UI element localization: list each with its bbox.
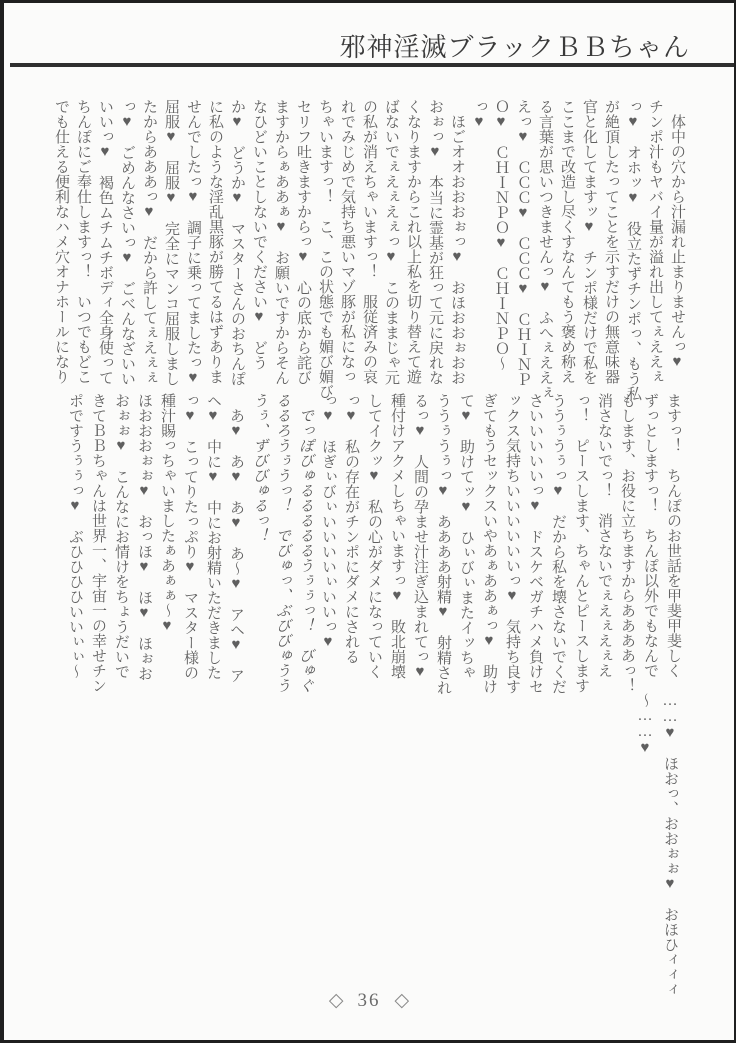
text-column: が絶頂したってことを示すだけの無意味器	[603, 99, 619, 384]
text-column: っ♥ 私の存在がチンポにダメにされる	[343, 393, 359, 664]
text-column: っ♥ ほぎぃびぃいいいいぃいいっ♥	[320, 393, 336, 650]
text-column: て♥ 助けてッ♥ ひぃびぃまたイッちゃ	[458, 393, 474, 680]
text-column: ックス気持ちいいいいいいっ♥ 気持ち良す	[504, 393, 520, 694]
text-column: あ♥ あ♥ あ♥ あ～♥ アヘ♥ ア	[228, 408, 244, 683]
text-column: もします、お役に立ちますからああああっ！	[619, 393, 635, 693]
text-column: ほおおおぉぉ♥ おっほ♥ ほ♥ ほぉお	[136, 393, 152, 681]
text-band-bottom	[632, 693, 682, 997]
text-column: ……♥ ほおっ、おおぉぉ♥ おほひィィィ	[662, 693, 678, 997]
text-column: るるろうぅうっ！ でびゅっ、ぶびびゅうう	[274, 393, 290, 693]
text-column: してイクッ♥ 私の心がダメになっていく	[366, 393, 382, 679]
text-column: でっぽびゅるるるるるうぅぅっ！ びゅぐ	[297, 408, 313, 693]
text-column: に私のような淫乱黒豚が勝てるはずありま	[207, 99, 223, 384]
text-column: ちゃいますっ！ こ、この状態でも媚び媚び	[317, 99, 333, 399]
text-column: チンポ汁もヤバイ量が溢れ出してぇええぇ	[647, 99, 663, 384]
text-column: えっ♥ ＣＣＣ♥ ＣＣＣ♥ ＣＨＩＮＰ	[515, 99, 531, 387]
text-column: さいいいいいっ♥ ドスケベガチハメ負けセ	[527, 393, 543, 694]
text-column: ずっとしますっ！ ちんぽ以外でもなんで	[642, 393, 658, 678]
text-column: ばないでぇえぇえぇっ♥ このままじゃ元	[383, 99, 399, 385]
page-number: 36	[357, 990, 381, 1011]
text-column: 種付けアクメしちゃいますっ♥ 敗北崩壊	[389, 393, 405, 679]
text-column: Ｏ♥ ＣＨＩＮＰＯ♥ ＣＨＩＮＰＯ～	[493, 99, 509, 371]
text-column: ちんぽにご奉仕しますっ！ いつでもどこ	[75, 99, 91, 384]
text-column: れでみじめで気持ち悪いマゾ豚が私になっ	[339, 99, 355, 384]
text-column: きてＢＢちゃんは世界一、宇宙一の幸せチン	[90, 393, 106, 693]
text-column: か♥ どうか♥ マスターさんのおちんぽ	[229, 99, 245, 386]
text-column: ますっ！ ちんぽのお世話を甲斐甲斐しく	[665, 393, 681, 678]
text-column: ううぅうぅっ♥ だから私を壊さないでくだ	[550, 393, 566, 694]
text-column: 消さないでっ！ 消さないでぇえぇえぇえ	[596, 393, 612, 678]
text-band-middle	[63, 393, 684, 713]
text-band-top	[50, 99, 688, 419]
text-column: るっ♥ 人間の孕ませ汁注ぎ込まれてっ♥	[412, 393, 428, 680]
text-column: たからあああっ♥ だから許してぇえぇぇ	[141, 99, 157, 385]
text-column: っ♥ オホッ♥ 役立たずチンポっ、もう私	[625, 99, 641, 401]
page-footer	[4, 989, 734, 1012]
text-column: っ♥ こってりたっぷり♥ マスター様の	[182, 393, 198, 680]
text-column: ポですうぅぅっ♥ ぶひひひひいいぃぃ～	[67, 393, 83, 679]
text-column: うぅ、ずびびゅるっ！	[251, 393, 267, 543]
text-column: おぉぉ♥ こんなにお情けをちょうだいで	[113, 393, 129, 679]
text-column: でも仕える便利なハメ穴オナホールになり	[53, 99, 69, 384]
text-column: くなりますからこれ以上私を切り替えて遊	[405, 99, 421, 384]
page-title: 邪神淫滅ブラックＢＢちゃん	[339, 33, 690, 62]
diamond-icon: ◇	[394, 990, 410, 1011]
text-column: なひどいことしないでください♥ どう	[251, 99, 267, 370]
text-column: ぎてもうセックスいやあぁああぁっ♥ 助け	[481, 393, 497, 694]
text-column: セリフ吐きますからっ♥ 心の底から詫び	[295, 99, 311, 385]
diamond-icon: ◇	[328, 990, 344, 1011]
text-column: る言葉が思いつきませんっ♥ ふへぇええぇ	[537, 99, 553, 400]
text-column: ここまで改造し尽くすなんてもう褒め称え	[559, 99, 575, 384]
text-column: 体中の穴から汁漏れ止まりませんっ♥	[669, 114, 685, 370]
text-column: ううぅうぅっ♥ ああああ射精♥ 射精され	[435, 393, 451, 695]
text-column: おぉっ♥ 本当に霊基が狂って元に戻れな	[427, 99, 443, 385]
text-column: 種汁賜っちゃいましたぁあぁぁ～♥	[159, 393, 175, 634]
text-column: ほごオオおおおぉっ♥ おほおおぉおお	[449, 114, 465, 385]
text-column: せんでしたっ♥ 調子に乗ってましたっ♥	[185, 99, 201, 386]
text-column: ますからぁああぁ♥ お願いですからそん	[273, 99, 289, 385]
text-column: ～……♥	[637, 693, 653, 756]
text-column: 官と化してますッ♥ チンポ様だけで私を	[581, 99, 597, 385]
text-column: 屈服♥ 屈服♥ 完全にマンコ屈服しまし	[163, 99, 179, 386]
text-column: っ♥	[471, 99, 487, 130]
header-rule	[10, 63, 734, 67]
text-column: っ！ ピースします、ちゃんとピースします	[573, 393, 589, 693]
text-column: の私が消えちゃいますっ！ 服従済みの哀	[361, 99, 377, 384]
text-column: いいっ♥ 褐色ムチムチボディ全身使って	[97, 99, 113, 385]
text-column: ヘ♥ 中に♥ 中にお射精いただきました	[205, 393, 221, 680]
text-column: っ♥ ごめんなさいっ♥ ごべんなざいい	[119, 99, 135, 386]
